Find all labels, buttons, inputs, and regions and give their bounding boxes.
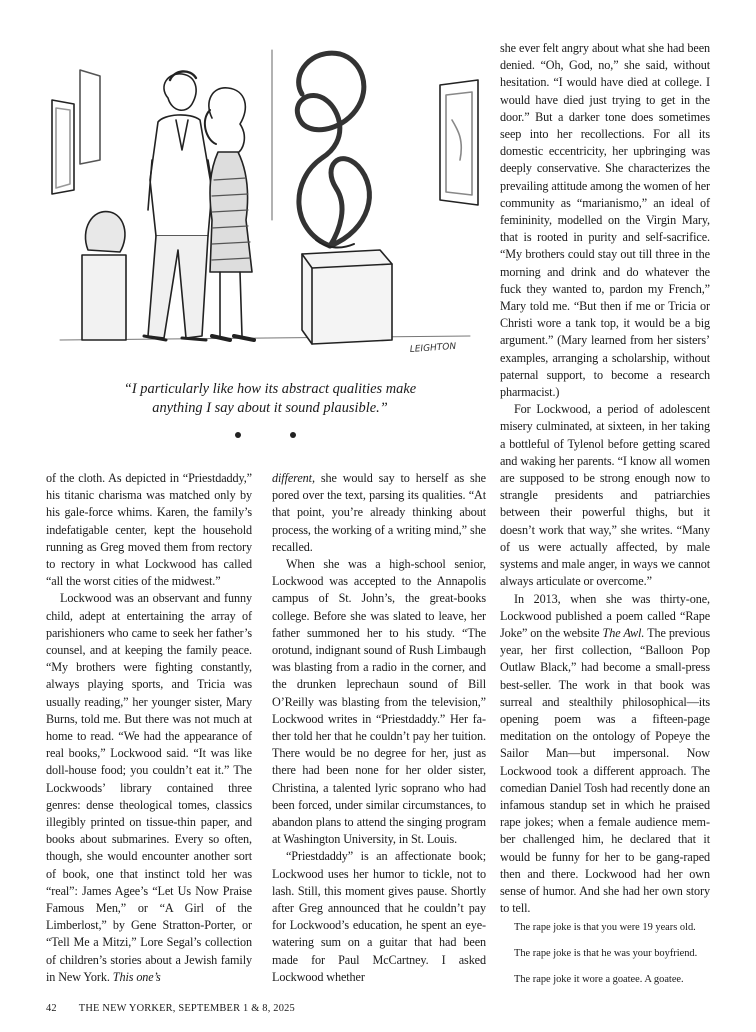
paragraph-text: Lockwood was an observant and funny child, adept at entertaining the array of parishioners who came to seek her father’s counsel, and at keeping the family peace. “My brothers were fighting constantly, always playing sports, and Tricia was usually reading,” her younger sister, Mary Burns, told me. But there was not much at home to read. “We had the appearance of real books,” Lockwood said. “It was like doll-house food; you couldn’t eat it.” The Lockwoods’ library contained three genres: dense theological tomes, classics illegibly printed on tissue-thin paper, and books about submarines. Every so often, though, she would encounter another sort of book, one that instinct told her was “real”: James Agee’s “Let Us Now Praise Famous Men,” or “A Girl of the Limberlost,” by Gene Stratton-Porter, or “Tell Me a Mitzi,” Lore Segal’s collection of children’s stories about a Jewish family in New York. xyxy=(46,591,252,984)
paragraph: “Priestdaddy” is an affectionate book; Lockwood uses her humor to tickle, not to lash. Still, this moment gives pause. Shortly after Greg announced that he couldn’t pay for Lockwood’s education, he spent an eye-watering sum on a guitar that had been made for Paul McCartney. I asked Lockwood whether xyxy=(272,849,486,984)
section-break-dot xyxy=(235,432,241,438)
masthead: THE NEW YORKER, SEPTEMBER 1 & 8, 2025 xyxy=(78,1003,295,1014)
paragraph xyxy=(272,470,486,556)
section-break-dot xyxy=(290,432,296,438)
paragraph xyxy=(46,590,252,986)
caption-line-1: “I particularly like how its abstract qualities make xyxy=(123,381,417,397)
article-column-1 xyxy=(46,470,252,986)
italic-text: The Awl. xyxy=(602,625,645,640)
paragraph: For Lockwood, a period of adolescent misery culminated, at sixteen, in her taking a bottleful of Tylenol before getting scared and waking her parents. “I know all women are supposed to be strong enough now to strangle presidents and patriarchies between their powerful thighs, but it doesn’t work that way,” she writes. “Many of us were actually affected, by male systems and male anger, in ways we cannot always articulate or overcome.” xyxy=(500,402,710,589)
paragraph-text: The previous year, her first collection, “Balloon Pop Outlaw Black,” had become a small-press best-seller. The work in that book was surreal and stealthily philosophical—its opening poem was a fifteen-page meditation on the ontology of Popeye the Sailor Man—but impersonal. Now Lockwood took a different approach. The comedian Daniel Tosh had recently done an infamous standup set in which he praised rape jokes; when a female audience member challenged him, he declared that it would be funny for her to be gang-raped then and there. Lockwood had her own sense of humor. And she had her own story to tell. xyxy=(500,625,710,916)
cartoon-caption xyxy=(40,380,500,418)
paragraph-text: she would say to herself as she pored over the text, parsing its qualities. “At that point, you’re already thinking about process, the working of a writing mind,” she recalled. xyxy=(272,471,486,554)
italic-text: different, xyxy=(272,471,315,485)
paragraph-text: In 2013, when she was thirty-one, Lockwood published a poem called “Rape Joke” on the website xyxy=(500,591,710,640)
cartoonist-signature: LEIGHTON xyxy=(409,341,457,355)
page-footer xyxy=(46,1003,317,1014)
paragraph: When she was a high-school senior, Lockwood was accepted to the Annapolis campus of St. John’s, the great-books college. Before she was slated to leave, her father summoned her to his study. “The orotund, indignant sound of Rush Limbaugh was blasting from a radio in the corner, and the drunken leprechaun sound of Bill O’Reilly was blasting from the television,” Lockwood writes in “Priestdaddy.” Her father told her that he couldn’t pay her tuition. There would be no degree for her, just as there had been none for her older sister, Christina, a talented lyric soprano who had been forced, under similar circumstances, to abandon plans to attend the singing program at Washington University, in St. Louis. xyxy=(272,557,486,847)
caption-line-2: anything I say about it sound plausible.” xyxy=(152,400,388,416)
page-number: 42 xyxy=(46,1003,57,1014)
poem-line-2: The rape joke is that he was your boyfriend. xyxy=(514,948,698,959)
poem-line-3: The rape joke it wore a goatee. A goatee. xyxy=(514,974,684,985)
poem-line-1: The rape joke is that you were 19 years old. xyxy=(514,922,696,933)
article-column-3 xyxy=(500,40,710,917)
paragraph: she ever felt angry about what she had been denied. “Oh, God, no,” she said, without hesitation. “I would have died at college. I would have died just trying to get in the door.” But a darker tone does sometimes seep into her recollections. For all its domestic eccentricity, her upbringing was deeply conservative. She characterizes the prevailing attitude among the women of her community as “marianismo,” an ideal of femininity, modelled on the Virgin Mary, that is rooted in purity and self-sacrifice. “My brothers could stay out till three in the morning and drink and do whatever the fuck they wanted to, pardon my French,” Mary told me. “But then if me or Tricia or Christi wore a tank top, it would be a big argument.” (Mary learned from her sisters’ examples, arranging a scholarship, without paternal support, to become a research pharmacist.) xyxy=(500,41,710,400)
article-column-2 xyxy=(272,470,486,986)
cartoon-illustration xyxy=(40,40,480,380)
paragraph xyxy=(500,591,710,918)
italic-text: This one’s xyxy=(112,969,161,984)
paragraph: of the cloth. As depicted in “Priestdaddy,” his titanic charisma was matched only by his gale-force whims. Karen, the family’s indefatigable center, kept the household running as Greg moved them from rectory to rectory in what Lockwood has called “all the worst cities of the midwest.” xyxy=(46,471,252,589)
